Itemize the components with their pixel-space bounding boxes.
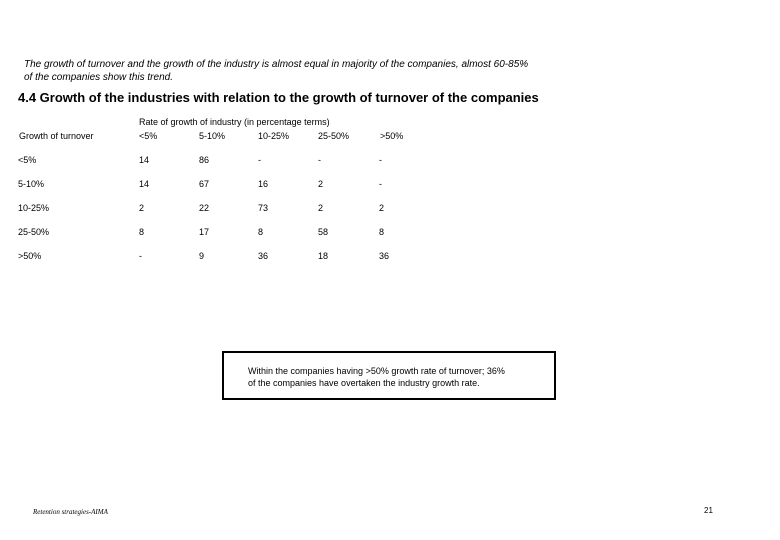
table-cell: -: [258, 155, 261, 165]
table-cell: 2: [139, 203, 145, 213]
intro-line-2: of the companies show this trend.: [24, 72, 173, 83]
turnover-growth-header: Growth of turnover: [19, 131, 94, 141]
column-header: 25-50%: [318, 131, 350, 141]
table-cell: 14: [139, 179, 150, 189]
table-cell: -: [318, 155, 321, 165]
note-text: [248, 365, 548, 389]
footer-source: Retention strategies-AIMA: [33, 508, 108, 516]
table-cell: 2: [318, 179, 324, 189]
table-cell: 9: [199, 251, 205, 261]
table-cell: 22: [199, 203, 210, 213]
row-label: 25-50%: [18, 227, 50, 237]
note-line-1: Within the companies having >50% growth rate of turnover; 36%: [248, 366, 505, 376]
table-cell: 86: [199, 155, 210, 165]
table-cell: -: [379, 179, 382, 189]
row-label: >50%: [18, 251, 42, 261]
section-heading: 4.4 Growth of the industries with relation to the growth of turnover of the companies: [18, 90, 539, 105]
industry-rate-header: Rate of growth of industry (in percentage terms): [139, 117, 330, 127]
row-label: <5%: [18, 155, 37, 165]
intro-paragraph: [24, 58, 604, 84]
table-cell: -: [379, 155, 382, 165]
table-cell: 8: [258, 227, 264, 237]
table-cell: 16: [258, 179, 269, 189]
table-cell: 2: [318, 203, 324, 213]
table-cell: 8: [379, 227, 385, 237]
column-header: <5%: [139, 131, 158, 141]
row-label: 10-25%: [18, 203, 50, 213]
table-cell: 14: [139, 155, 150, 165]
note-box: [222, 351, 556, 400]
table-cell: 8: [139, 227, 145, 237]
page-number: 21: [704, 506, 713, 515]
table-cell: 18: [318, 251, 329, 261]
column-header: 10-25%: [258, 131, 290, 141]
row-label: 5-10%: [18, 179, 45, 189]
column-header: >50%: [380, 131, 404, 141]
table-cell: 67: [199, 179, 210, 189]
intro-line-1: The growth of turnover and the growth of the industry is almost equal in majority of the companies, almost 60-85%: [24, 59, 529, 70]
table-cell: 2: [379, 203, 385, 213]
table-cell: 36: [258, 251, 269, 261]
table-cell: 58: [318, 227, 329, 237]
table-cell: 36: [379, 251, 390, 261]
note-line-2: of the companies have overtaken the industry growth rate.: [248, 378, 480, 388]
table-cell: 17: [199, 227, 210, 237]
table-cell: -: [139, 251, 142, 261]
table-cell: 73: [258, 203, 269, 213]
column-header: 5-10%: [199, 131, 226, 141]
